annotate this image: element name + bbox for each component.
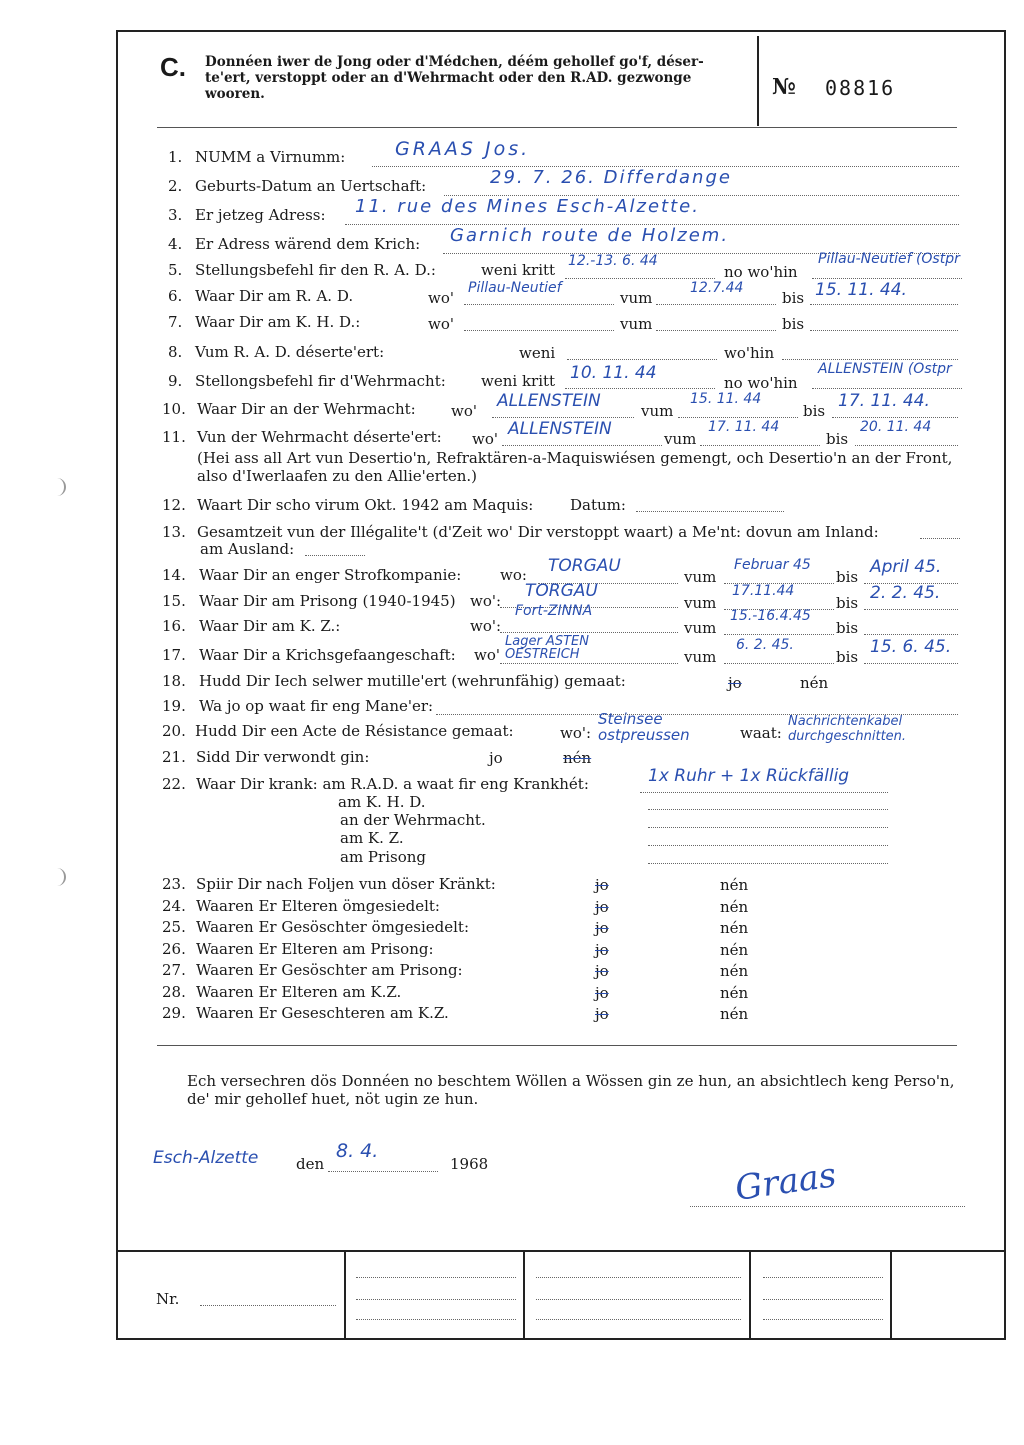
handwritten-value: April 45. [870, 557, 942, 577]
row-num: 17. [162, 646, 186, 664]
section-letter: C. [160, 52, 186, 82]
handwritten-date: 8. 4. [336, 1140, 379, 1162]
handwritten-value: 15.-16.4.45 [730, 608, 811, 624]
dotted-line [864, 633, 958, 635]
row-label: Waar Dir am Prisong (1940-1945) [199, 592, 456, 610]
handwritten-war-address: Garnich route de Holzem. [450, 225, 730, 246]
dotted-line [656, 303, 776, 305]
row-num: 15. [162, 592, 186, 610]
dotted-line [500, 662, 678, 664]
row-num: 14. [162, 566, 186, 584]
row-label: Spiir Dir nach Foljen vun döser Kränkt: [196, 875, 496, 893]
handwritten-value: Steinsee ostpreussen [598, 710, 690, 744]
row-num: 29. [162, 1004, 186, 1022]
section-rule [157, 1045, 957, 1046]
dotted-line [565, 277, 715, 279]
field-label: wo': [560, 724, 592, 742]
dotted-line [567, 358, 717, 360]
handwritten-value: TORGAU [525, 581, 598, 601]
row-num: 8. [168, 343, 183, 361]
field-label: bis [836, 568, 859, 586]
option-jo: jo [595, 898, 609, 916]
dotted-line [763, 1298, 883, 1300]
row-label: Vum R. A. D. déserte'ert: [195, 343, 385, 361]
row-label: Waar Dir am K. H. D.: [195, 313, 361, 331]
table-cell [749, 1252, 751, 1340]
field-label: bis [782, 315, 805, 333]
row-label: Stellungsbefehl fir den R. A. D.: [195, 261, 436, 279]
handwritten-value: 20. 11. 44 [860, 419, 932, 435]
option-nen: nén [720, 962, 749, 980]
row-label: Er Adress wärend dem Krich: [195, 235, 421, 253]
dotted-line [812, 277, 962, 279]
table-cell [344, 1252, 346, 1340]
handwritten-value: Pillau-Neutief [468, 280, 562, 296]
row-num: 22. [162, 775, 186, 793]
dotted-line [356, 1318, 516, 1320]
option-nen: nén [563, 749, 592, 767]
field-label: wo': [470, 592, 502, 610]
field-label: wo' [472, 430, 498, 448]
dotted-line [700, 444, 820, 446]
field-label: vum [684, 619, 717, 637]
dotted-line [724, 633, 834, 635]
dotted-line [328, 1170, 438, 1172]
option-nen: nén [720, 941, 749, 959]
field-label: weni kritt [481, 372, 556, 390]
form-number: 08816 [825, 76, 896, 100]
field-label: bis [836, 594, 859, 612]
field-label: wo': [470, 617, 502, 635]
handwritten-value: 12.-13. 6. 44 [568, 253, 658, 269]
dotted-line [200, 1304, 336, 1306]
row-num: 25. [162, 918, 186, 936]
field-label: no wo'hin [724, 374, 798, 392]
dotted-line [782, 358, 958, 360]
dotted-line [678, 416, 798, 418]
option-nen: nén [720, 1005, 749, 1023]
row-num: 26. [162, 940, 186, 958]
option-jo: jo [489, 749, 503, 767]
handwritten-value: Februar 45 [734, 557, 811, 573]
field-label: vum [684, 594, 717, 612]
field-label: bis [836, 648, 859, 666]
row-num: 13. [162, 523, 186, 541]
dotted-line [500, 631, 678, 633]
handwritten-value: 6. 2. 45. [736, 637, 794, 653]
row-num: 21. [162, 748, 186, 766]
handwritten-value: 17. 11. 44. [838, 391, 930, 411]
handwritten-birth: 29. 7. 26. Differdange [490, 167, 732, 188]
dotted-line [565, 387, 715, 389]
handwritten-value: Pillau-Neutief (Ostpr [818, 251, 960, 267]
handwritten-value: Lager ASTEN OESTREICH [505, 634, 589, 662]
row-num: 23. [162, 875, 186, 893]
row-num: 9. [168, 372, 183, 390]
row-label: Waar Dir an enger Strofkompanie: [199, 566, 462, 584]
handwritten-value: ALLENSTEIN [508, 419, 612, 439]
handwritten-value: 15. 11. 44. [815, 280, 907, 300]
row-num: 18. [162, 672, 186, 690]
dotted-line [763, 1276, 883, 1278]
handwritten-value: 15. 6. 45. [870, 637, 952, 657]
dotted-line [464, 303, 614, 305]
dotted-line [536, 1276, 741, 1278]
row-sublabel: am K. H. D. [338, 793, 426, 811]
handwritten-value: TORGAU [548, 556, 621, 576]
dotted-line [464, 329, 614, 331]
dotted-line [536, 1318, 741, 1320]
dotted-line [656, 329, 776, 331]
handwritten-value: 12.7.44 [690, 280, 744, 296]
dotted-line [920, 537, 960, 539]
row-sublabel: am K. Z. [340, 829, 404, 847]
dotted-line [636, 510, 784, 512]
row-num: 20. [162, 722, 186, 740]
row-label: Waar Dir am K. Z.: [199, 617, 341, 635]
handwritten-value: Fort-ZINNA [515, 603, 593, 619]
option-jo: jo [728, 674, 742, 692]
row-label: Waart Dir scho virum Okt. 1942 am Maquis: [197, 496, 534, 514]
date-label: den [296, 1155, 325, 1173]
field-label: vum [684, 568, 717, 586]
field-label: Datum: [570, 496, 626, 514]
row-num: 5. [168, 261, 183, 279]
option-jo: jo [595, 941, 609, 959]
field-label: vum [641, 402, 674, 420]
punch-hole [54, 478, 66, 496]
field-label: weni [519, 344, 556, 362]
dotted-line [648, 862, 888, 864]
header-divider [757, 36, 759, 126]
handwritten-value: 1x Ruhr + 1x Rückfällig [648, 766, 850, 786]
row-label: Waaren Er Geseschteren am K.Z. [196, 1004, 449, 1022]
row-num: 2. [168, 177, 183, 195]
field-label: wo' [428, 289, 454, 307]
handwritten-name: GRAAS Jos. [395, 138, 531, 160]
handwritten-address: 11. rue des Mines Esch-Alzette. [355, 196, 700, 217]
row-label: NUMM a Virnumm: [195, 148, 346, 166]
row-label: Er jetzeg Adress: [195, 206, 326, 224]
dotted-line [502, 444, 662, 446]
row-label: Waar Dir an der Wehrmacht: [197, 400, 416, 418]
row-num: 6. [168, 287, 183, 305]
row-num: 10. [162, 400, 186, 418]
row-label: Waar Dir am R. A. D. [195, 287, 354, 305]
dotted-line [763, 1318, 883, 1320]
row-sublabel: an der Wehrmacht. [340, 811, 486, 829]
handwritten-value: Nachrichtenkabel durchgeschnitten. [788, 714, 907, 744]
row-label: Waaren Er Gesöschter ömgesiedelt: [196, 918, 470, 936]
dotted-line [640, 791, 888, 793]
desertion-note: (Hei ass all Art vun Desertio'n, Refraktären-a-Maquiswiésen gemengt, och Desertio'n an der Front, also d'Iwerlaafen zu den Allie'erten.) [197, 449, 953, 485]
dotted-line [648, 826, 888, 828]
row-label: Hudd Dir een Acte de Résistance gemaat: [195, 722, 514, 740]
row-label: Stellongsbefehl fir d'Wehrmacht: [195, 372, 446, 390]
signature-line [690, 1205, 965, 1207]
option-nen: nén [720, 984, 749, 1002]
row-num: 7. [168, 313, 183, 331]
handwritten-value: 17.11.44 [732, 583, 795, 599]
year-label: 1968 [450, 1155, 489, 1173]
row-num: 3. [168, 206, 183, 224]
dotted-line [810, 303, 958, 305]
handwritten-place: Esch-Alzette [153, 1148, 259, 1168]
handwritten-value: 17. 11. 44 [708, 419, 780, 435]
row-num: 28. [162, 983, 186, 1001]
field-label: wo' [474, 646, 500, 664]
option-jo: jo [595, 876, 609, 894]
dotted-line [536, 1298, 741, 1300]
field-label: no wo'hin [724, 263, 798, 281]
dotted-line [832, 416, 958, 418]
field-label: bis [836, 619, 859, 637]
row-label: Wa jo op waat fir eng Mane'er: [199, 697, 434, 715]
row-label: Waaren Er Elteren am K.Z. [196, 983, 402, 1001]
row-num: 11. [162, 428, 186, 446]
dotted-line [864, 662, 958, 664]
field-label: vum [664, 430, 697, 448]
row-label: am Ausland: [200, 540, 295, 558]
option-nen: nén [720, 898, 749, 916]
row-sublabel: am Prisong [340, 848, 426, 866]
handwritten-value: 10. 11. 44 [570, 363, 657, 383]
option-jo: jo [595, 962, 609, 980]
option-nen: nén [800, 674, 829, 692]
office-use-table [118, 1250, 1004, 1340]
field-label: waat: [740, 724, 782, 742]
row-num: 27. [162, 961, 186, 979]
field-label: vum [684, 648, 717, 666]
row-label: Waar Dir krank: am R.A.D. a waat fir eng Krankhét: [196, 775, 589, 793]
field-label: wo: [500, 566, 527, 584]
handwritten-value: ALLENSTEIN [497, 391, 601, 411]
row-label: Gesamtzeit vun der Illégalite't (d'Zeit wo' Dir verstoppt waart) a Me'nt: dovun am Inland: [197, 523, 879, 541]
header-rule [157, 127, 957, 128]
handwritten-value: 15. 11. 44 [690, 391, 762, 407]
signature: Graas [732, 1155, 839, 1209]
field-label: wo'hin [724, 344, 775, 362]
declaration-text: Ech versechren dös Donnéen no beschtem Wöllen a Wössen gin ze hun, an absichtlech keng Perso'n, de' mir gehollef huet, nöt ugin ze hun. [187, 1072, 955, 1108]
dotted-line [810, 329, 958, 331]
dotted-line [356, 1276, 516, 1278]
field-label: vum [620, 315, 653, 333]
row-label: Waaren Er Elteren am Prisong: [196, 940, 434, 958]
option-jo: jo [595, 1005, 609, 1023]
field-label: weni kritt [481, 261, 556, 279]
dotted-line [305, 554, 365, 556]
option-nen: nén [720, 876, 749, 894]
dotted-line [864, 608, 958, 610]
dotted-line [648, 808, 888, 810]
row-label: Sidd Dir verwondt gin: [196, 748, 370, 766]
field-label: wo' [451, 402, 477, 420]
dotted-line [492, 416, 634, 418]
field-label: wo' [428, 315, 454, 333]
row-num: 19. [162, 697, 186, 715]
dotted-line [648, 844, 888, 846]
option-jo: jo [595, 919, 609, 937]
dotted-line [855, 444, 958, 446]
dotted-line [812, 387, 962, 389]
row-label: Waar Dir a Krichsgefaangeschaft: [199, 646, 456, 664]
row-label: Hudd Dir Iech selwer mutille'ert (wehrunfähig) gemaat: [199, 672, 626, 690]
row-num: 4. [168, 235, 183, 253]
handwritten-value: ALLENSTEIN (Ostpr [818, 361, 952, 377]
row-num: 24. [162, 897, 186, 915]
row-num: 16. [162, 617, 186, 635]
nr-label: Nr. [156, 1290, 180, 1308]
table-cell [890, 1252, 892, 1340]
table-cell [523, 1252, 525, 1340]
row-label: Waaren Er Gesöschter am Prisong: [196, 961, 463, 979]
row-label: Vun der Wehrmacht déserte'ert: [197, 428, 442, 446]
field-label: bis [826, 430, 849, 448]
row-num: 1. [168, 148, 183, 166]
field-label: vum [620, 289, 653, 307]
dotted-line [356, 1298, 516, 1300]
punch-hole [54, 868, 66, 886]
row-num: 12. [162, 496, 186, 514]
row-label: Geburts-Datum an Uertschaft: [195, 177, 427, 195]
number-label: № [772, 74, 796, 100]
handwritten-value: 2. 2. 45. [870, 583, 941, 603]
field-label: bis [782, 289, 805, 307]
form-heading: Donnéen iwer de Jong oder d'Médchen, déém gehollef go'f, déser-te'ert, verstoppt oder an d'Wehrmacht oder den R.AD. gezwonge wooren. [205, 54, 704, 102]
option-jo: jo [595, 984, 609, 1002]
field-label: bis [803, 402, 826, 420]
option-nen: nén [720, 919, 749, 937]
row-label: Waaren Er Elteren ömgesiedelt: [196, 897, 440, 915]
dotted-line [724, 662, 834, 664]
